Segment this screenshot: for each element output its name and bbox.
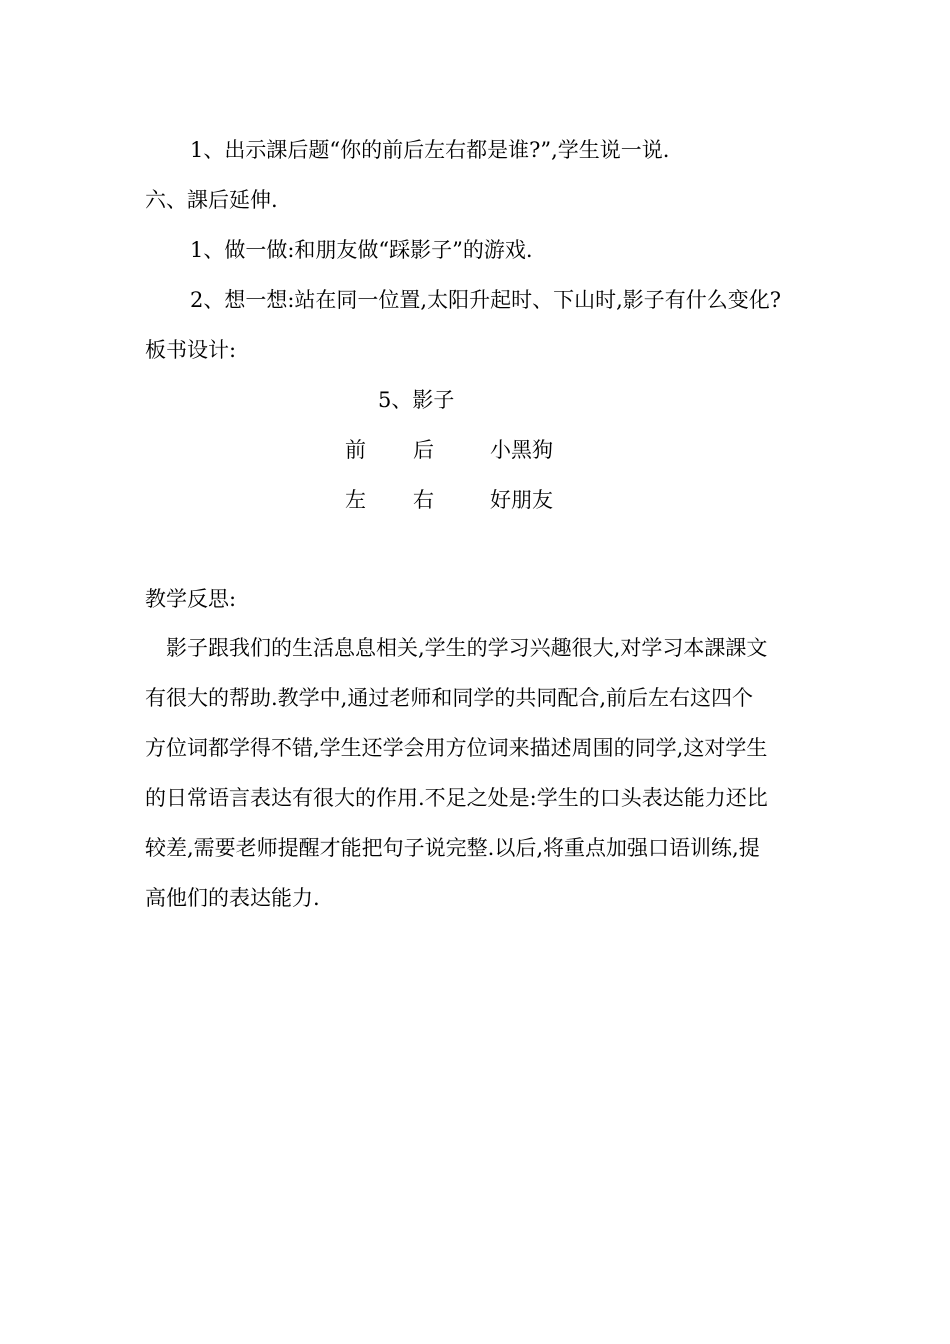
board-cell: 小黑狗 xyxy=(490,438,553,462)
section-6-item-2: 2、想一想:站在同一位置,太阳升起时、下山时,影子有什么变化? xyxy=(190,288,782,312)
board-cell: 前 xyxy=(345,438,366,462)
board-cell: 好朋友 xyxy=(490,488,553,512)
reflection-line: 方位词都学得不错,学生还学会用方位词来描述周围的同学,这对学生 xyxy=(145,736,768,760)
board-cell: 左 xyxy=(345,488,366,512)
reflection-heading: 教学反思: xyxy=(145,587,237,611)
reflection-line: 影子跟我们的生活息息相关,学生的学习兴趣很大,对学习本課課文 xyxy=(166,636,768,660)
board-cell: 右 xyxy=(413,488,434,512)
section-5-item-1: 1、出示課后题“你的前后左右都是谁?”,学生说一说. xyxy=(190,138,670,162)
board-cell: 后 xyxy=(413,438,434,462)
board-design-title: 5、影子 xyxy=(378,388,455,412)
reflection-line: 较差,需要老师提醒才能把句子说完整.以后,将重点加强口语训练,提 xyxy=(145,836,760,860)
reflection-line: 高他们的表达能力. xyxy=(145,886,320,910)
board-design-heading: 板书设计: xyxy=(145,338,237,362)
reflection-line: 的日常语言表达有很大的作用.不足之处是:学生的口头表达能力还比 xyxy=(145,786,768,810)
reflection-line: 有很大的帮助.教学中,通过老师和同学的共同配合,前后左右这四个 xyxy=(145,686,754,710)
section-6-heading: 六、課后延伸. xyxy=(145,188,278,212)
section-6-item-1: 1、做一做:和朋友做“踩影子”的游戏. xyxy=(190,238,533,262)
